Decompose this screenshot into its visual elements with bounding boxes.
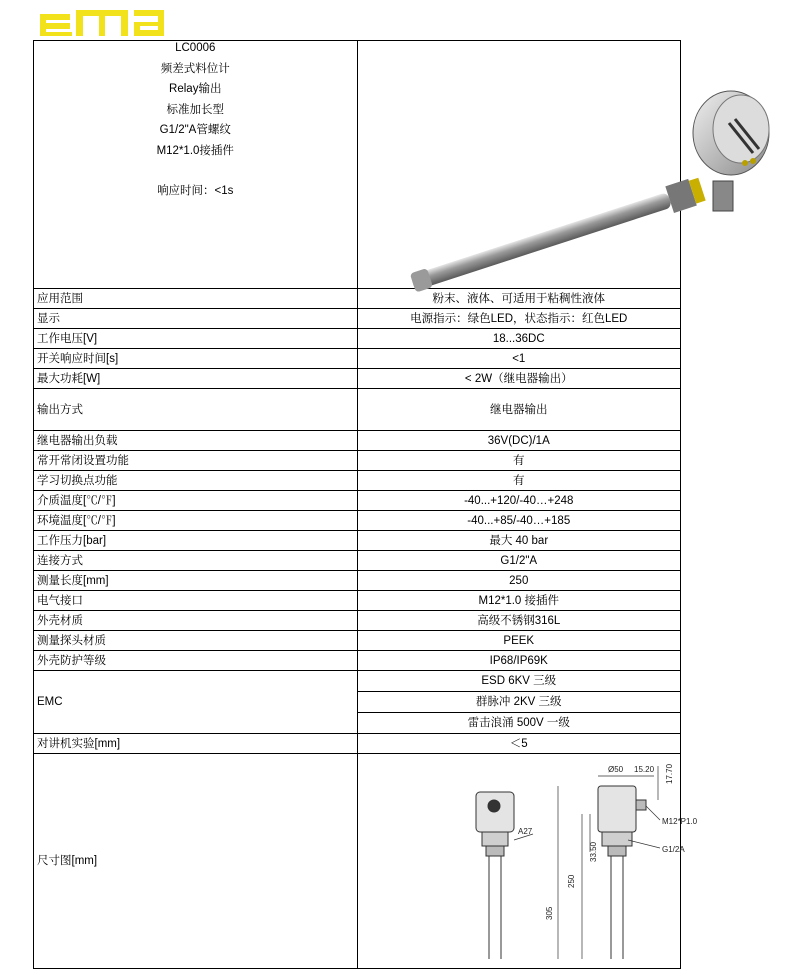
header-line: Relay输出: [169, 83, 222, 95]
header-line: G1/2"A管螺纹: [159, 124, 231, 136]
dim-d50: Ø50: [607, 765, 623, 774]
dim-g12: G1/2A: [661, 845, 685, 854]
spec-value: 高级不锈钢316L: [357, 611, 681, 631]
emc-value: ESD 6KV 三级: [358, 671, 681, 692]
emc-label: EMC: [34, 671, 358, 734]
header-line: 频差式料位计: [160, 62, 230, 75]
spec-label: 输出方式: [34, 389, 358, 431]
spec-value: M12*1.0 接插件: [357, 591, 681, 611]
spec-value: G1/2"A: [357, 551, 681, 571]
dimension-drawing: [358, 754, 798, 964]
product-header: [34, 41, 358, 289]
dim-305: 305: [544, 906, 554, 920]
response-time: 响应时间：<1s: [157, 185, 234, 197]
emc-value: 雷击浪涌 500V 一级: [467, 717, 570, 729]
dimension-drawing-cell: [357, 754, 697, 969]
spec-label: 外壳材质: [34, 611, 358, 631]
dim-1520: 15.20: [633, 765, 654, 774]
spec-label: 开关响应时间[s]: [34, 349, 358, 369]
spec-label: 应用范围: [34, 289, 358, 309]
emc-values: [357, 671, 681, 734]
spec-value: 36V(DC)/1A: [357, 431, 681, 451]
spec-value: 有: [357, 471, 681, 491]
spec-value: 继电器输出: [357, 389, 681, 431]
spec-value: 有: [357, 451, 681, 471]
walkie-label: 对讲机实验[mm]: [34, 734, 358, 754]
walkie-value: ＜5: [357, 734, 681, 754]
spec-label: 继电器输出负载: [34, 431, 358, 451]
header-line: LC0006: [175, 42, 216, 54]
dim-250: 250: [566, 874, 576, 888]
spec-label: 连接方式: [34, 551, 358, 571]
spec-label: 工作电压[V]: [34, 329, 358, 349]
spec-label: 外壳防护等级: [34, 651, 358, 671]
spec-value: PEEK: [357, 631, 681, 651]
spec-label: 最大功耗[W]: [34, 369, 358, 389]
header-line: M12*1.0接插件: [156, 144, 234, 157]
dim-3350: 33.50: [588, 841, 598, 862]
spec-label: 常开常闭设置功能: [34, 451, 358, 471]
dim-m12: M12*P1.0: [661, 817, 697, 826]
spec-value: 电源指示：绿色LED，状态指示：红色LED: [357, 309, 681, 329]
spec-value: -40...+85/-40…+185: [357, 511, 681, 531]
spec-value: 粉末、液体、可适用于粘稠性液体: [357, 289, 681, 309]
emc-value: 群脉冲 2KV 三级: [358, 692, 681, 713]
spec-value: < 2W（继电器输出）: [357, 369, 681, 389]
spec-value: -40...+120/-40…+248: [357, 491, 681, 511]
spec-value: 18...36DC: [357, 329, 681, 349]
dim-1770: 17.70: [664, 763, 674, 784]
spec-value: <1: [357, 349, 681, 369]
spec-label: 学习切换点功能: [34, 471, 358, 491]
spec-label: 电气接口: [34, 591, 358, 611]
ema-logo: [38, 4, 166, 36]
spec-label: 测量长度[mm]: [34, 571, 358, 591]
spec-table: [33, 40, 697, 969]
spec-label: 显示: [34, 309, 358, 329]
spec-label: 环境温度[℃/℉]: [34, 511, 358, 531]
header-line: 标准加长型: [166, 103, 224, 116]
spec-label: 工作压力[bar]: [34, 531, 358, 551]
drawing-label: 尺寸图[mm]: [34, 754, 358, 969]
spec-label: 介质温度[℃/℉]: [34, 491, 358, 511]
spec-label: 测量探头材质: [34, 631, 358, 651]
spec-value: IP68/IP69K: [357, 651, 681, 671]
product-photo-cell: [357, 41, 681, 289]
dim-a27: A27: [517, 827, 532, 836]
spec-value: 最大 40 bar: [357, 531, 681, 551]
product-photo: [361, 43, 801, 283]
spec-value: 250: [357, 571, 681, 591]
